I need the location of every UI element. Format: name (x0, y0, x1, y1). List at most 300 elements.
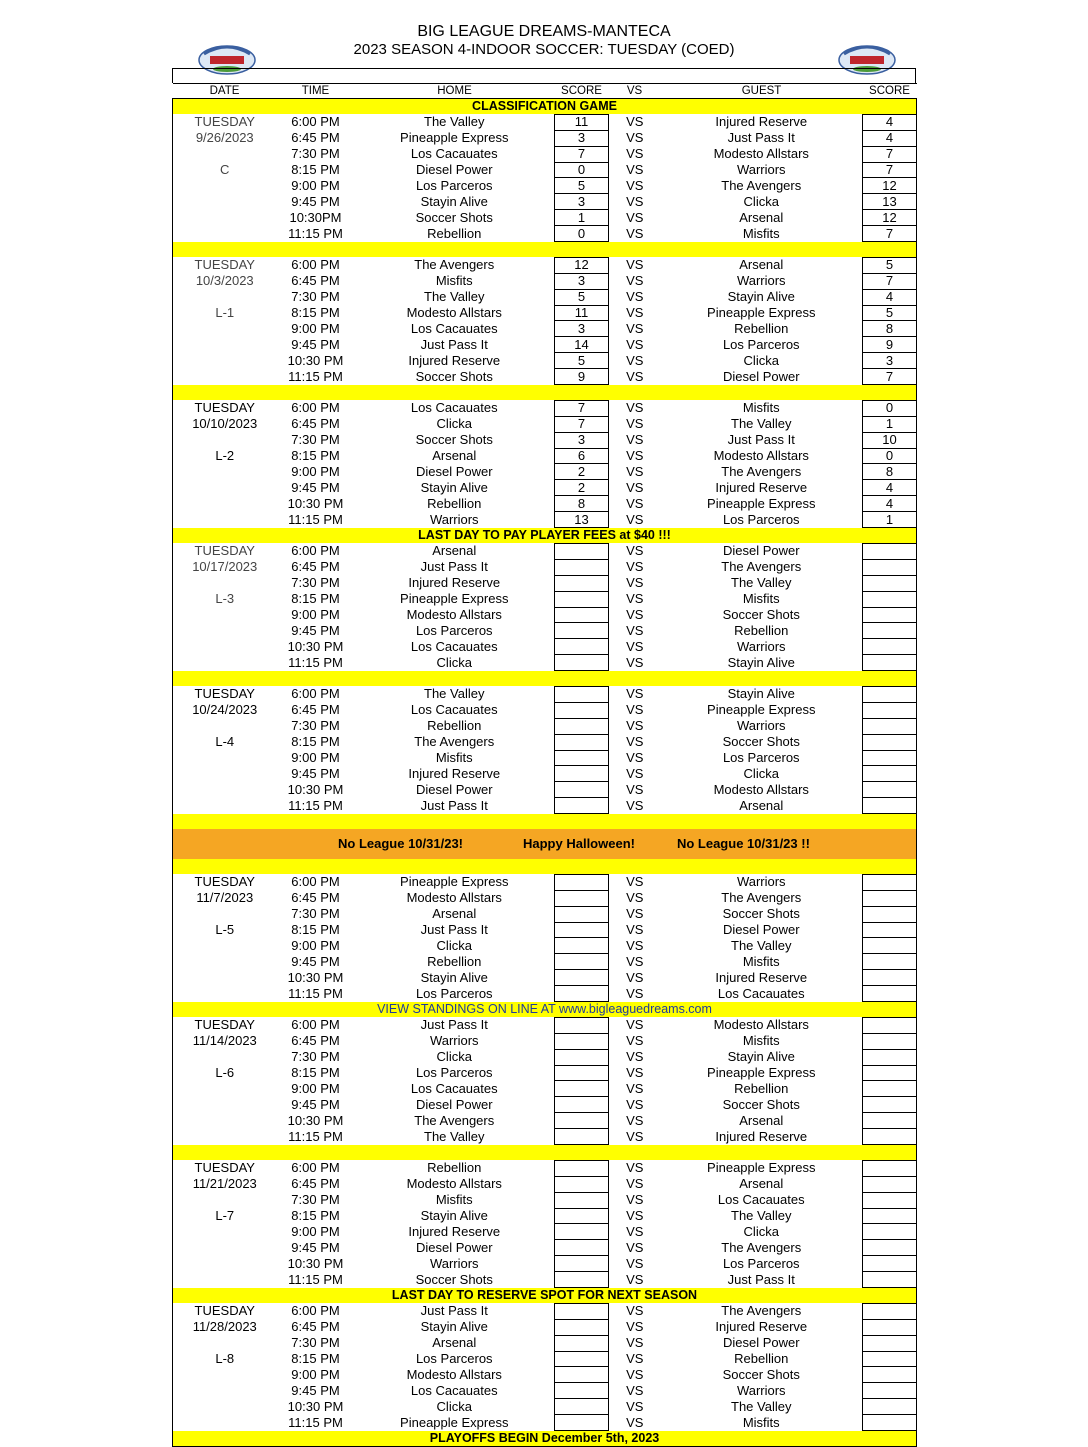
date-cell (173, 1367, 277, 1383)
date-cell (173, 986, 277, 1002)
home-score (555, 1383, 609, 1399)
game-row (173, 1160, 917, 1176)
time-cell: 9:45 PM (291, 479, 340, 495)
vs-label: VS (626, 654, 644, 670)
date-cell (173, 353, 277, 369)
date-cell: L-1 (173, 305, 277, 321)
guest-team: Rebellion (734, 1080, 789, 1096)
home-team: Stayin Alive (420, 193, 488, 209)
guest-team: Rebellion (734, 320, 789, 336)
date-cell (173, 1256, 277, 1272)
guest-team: Modesto Allstars (713, 1017, 809, 1033)
home-score (555, 1240, 609, 1256)
home-score (555, 1033, 609, 1049)
game-row (173, 1319, 917, 1335)
game-row (173, 623, 917, 639)
time-cell: 9:45 PM (291, 622, 340, 638)
vs-label: VS (626, 1255, 644, 1271)
home-score (555, 938, 609, 954)
time-cell: 6:45 PM (291, 416, 340, 432)
home-score: 5 (555, 289, 609, 305)
time-cell: 7:30 PM (291, 432, 340, 448)
guest-score: 7 (863, 273, 917, 289)
vs-label: VS (626, 1080, 644, 1096)
home-team: Rebellion (427, 495, 482, 511)
date-cell: 9/26/2023 (173, 130, 277, 146)
home-team: Warriors (429, 1033, 479, 1049)
guest-score: 0 (863, 448, 917, 464)
home-team: Modesto Allstars (406, 1366, 502, 1382)
home-score (555, 922, 609, 938)
vs-label: VS (626, 289, 644, 305)
date-cell: TUESDAY (173, 686, 277, 702)
guest-team: Los Cacauates (717, 985, 805, 1001)
home-score (555, 1415, 609, 1431)
home-score: 5 (555, 353, 609, 369)
guest-team: Warriors (736, 874, 786, 890)
guest-score (863, 1240, 917, 1256)
time-cell: 11:15 PM (288, 985, 343, 1001)
guest-score (863, 890, 917, 906)
date-cell: TUESDAY (173, 1303, 277, 1319)
home-team: Modesto Allstars (406, 305, 502, 321)
time-cell: 9:45 PM (291, 765, 340, 781)
home-score: 0 (555, 162, 609, 178)
date-cell (173, 607, 277, 623)
home-team: The Valley (424, 114, 485, 130)
game-row (173, 734, 917, 750)
guest-score (863, 938, 917, 954)
guest-score (863, 1335, 917, 1351)
guest-team: Clicka (743, 352, 779, 368)
guest-score: 7 (863, 146, 917, 162)
home-team: Stayin Alive (420, 479, 488, 495)
vs-label: VS (626, 193, 644, 209)
guest-team: Just Pass It (727, 1271, 795, 1287)
vs-label: VS (626, 1319, 644, 1335)
home-score (555, 1129, 609, 1145)
home-score (555, 543, 609, 559)
home-score (555, 639, 609, 655)
time-cell: 7:30 PM (291, 289, 340, 305)
home-score: 0 (555, 226, 609, 242)
time-cell: 9:00 PM (291, 750, 340, 765)
time-cell: 9:00 PM (291, 1223, 340, 1239)
guest-team: Misfits (742, 225, 780, 241)
game-row (173, 655, 917, 671)
home-score: 9 (555, 369, 609, 385)
home-team: Soccer Shots (415, 368, 493, 384)
vs-label: VS (626, 336, 644, 352)
date-cell: L-2 (173, 448, 277, 464)
home-team: Soccer Shots (415, 209, 493, 225)
game-row (173, 369, 917, 385)
guest-team: Los Parceros (722, 750, 800, 765)
home-score (555, 1256, 609, 1272)
guest-score (863, 591, 917, 607)
time-cell: 6:00 PM (291, 257, 340, 273)
vs-label: VS (626, 305, 644, 321)
home-team: Just Pass It (420, 336, 488, 352)
guest-team: Soccer Shots (722, 734, 800, 750)
week-banner-text (173, 1145, 917, 1161)
guest-score (863, 906, 917, 922)
guest-team: Misfits (742, 400, 780, 416)
date-cell: L-5 (173, 922, 277, 938)
game-row (173, 400, 917, 416)
time-cell: 11:15 PM (288, 511, 343, 527)
week-banner (173, 242, 917, 258)
guest-score (863, 1017, 917, 1033)
game-row (173, 194, 917, 210)
guest-team: Injured Reserve (715, 479, 808, 495)
game-row (173, 1017, 917, 1033)
guest-score (863, 702, 917, 718)
game-row (173, 353, 917, 369)
home-score (555, 986, 609, 1002)
guest-team: Injured Reserve (715, 1319, 808, 1335)
guest-team: Injured Reserve (715, 1128, 808, 1144)
vs-label: VS (626, 797, 644, 813)
week-banner (173, 1145, 917, 1161)
game-row (173, 890, 917, 906)
time-cell: 9:45 PM (291, 953, 340, 969)
home-score (555, 1017, 609, 1033)
vs-label: VS (626, 1033, 644, 1049)
guest-score (863, 1192, 917, 1208)
time-cell: 9:00 PM (291, 177, 340, 193)
guest-score (863, 575, 917, 591)
halloween-notice (173, 829, 917, 859)
time-cell: 6:45 PM (291, 702, 340, 718)
home-team: Diesel Power (415, 781, 493, 797)
home-team: Rebellion (427, 1160, 482, 1176)
time-cell: 6:00 PM (291, 1303, 340, 1319)
time-cell: 8:15 PM (291, 162, 340, 177)
home-team: Warriors (429, 511, 479, 527)
date-cell (173, 226, 277, 242)
guest-score: 10 (863, 432, 917, 448)
home-team: Modesto Allstars (406, 890, 502, 906)
vs-label: VS (626, 718, 644, 734)
game-row (173, 178, 917, 194)
home-team: Soccer Shots (415, 432, 493, 448)
home-score: 1 (555, 210, 609, 226)
vs-label: VS (626, 225, 644, 241)
time-cell: 11:15 PM (288, 1414, 343, 1430)
home-score (555, 1065, 609, 1081)
halloween-right: No League 10/31/23 !! (676, 835, 810, 851)
game-row (173, 480, 917, 496)
page-subtitle: 2023 SEASON 4-INDOOR SOCCER: TUESDAY (COED) (353, 41, 735, 58)
guest-team: Stayin Alive (727, 1049, 795, 1065)
time-cell: 9:45 PM (291, 1096, 340, 1112)
date-cell: TUESDAY (173, 400, 277, 416)
time-cell: 6:45 PM (291, 1033, 340, 1049)
guest-score (863, 1065, 917, 1081)
guest-team: Stayin Alive (727, 686, 795, 702)
date-cell (173, 623, 277, 639)
time-cell: 9:00 PM (291, 937, 340, 953)
date-cell: 10/3/2023 (173, 273, 277, 289)
home-score: 3 (555, 194, 609, 210)
guest-team: Stayin Alive (727, 289, 795, 305)
column-header: HOME (355, 84, 555, 99)
home-score (555, 1303, 609, 1319)
guest-score (863, 1415, 917, 1431)
home-score: 5 (555, 178, 609, 194)
time-cell: 8:15 PM (291, 305, 340, 321)
time-cell: 8:15 PM (291, 591, 340, 607)
game-row (173, 1351, 917, 1367)
home-score (555, 1113, 609, 1129)
date-cell: TUESDAY (173, 874, 277, 890)
date-cell: 11/21/2023 (173, 1176, 277, 1192)
date-cell: L-7 (173, 1208, 277, 1224)
vs-label: VS (626, 320, 644, 336)
time-cell: 10:30 PM (287, 638, 344, 654)
vs-label: VS (626, 686, 644, 702)
game-row (173, 954, 917, 970)
week-banner-text: LAST DAY TO RESERVE SPOT FOR NEXT SEASON (173, 1288, 917, 1304)
date-cell (173, 718, 277, 734)
column-header: SCORE (555, 84, 609, 99)
guest-score (863, 766, 917, 782)
guest-score: 12 (863, 178, 917, 194)
vs-label: VS (626, 1382, 644, 1398)
game-row (173, 1272, 917, 1288)
guest-score (863, 1097, 917, 1113)
date-cell: TUESDAY (173, 543, 277, 559)
guest-team: Misfits (742, 1033, 780, 1049)
home-team: Pineapple Express (400, 130, 509, 146)
vs-label: VS (626, 162, 644, 177)
vs-label: VS (626, 1208, 644, 1223)
guest-team: Pineapple Express (707, 1160, 816, 1176)
game-row (173, 986, 917, 1002)
vs-label: VS (626, 591, 644, 607)
time-cell: 8:15 PM (291, 1208, 340, 1223)
time-cell: 9:45 PM (291, 193, 340, 209)
home-team: Modesto Allstars (406, 1176, 502, 1192)
date-cell (173, 178, 277, 194)
guest-score (863, 1113, 917, 1129)
guest-team: The Valley (731, 1398, 792, 1414)
home-score (555, 1081, 609, 1097)
date-cell (173, 798, 277, 814)
home-team: The Valley (424, 289, 485, 305)
home-team: Los Parceros (415, 1065, 493, 1080)
vs-label: VS (626, 352, 644, 368)
time-cell: 10:30 PM (287, 352, 344, 368)
home-team: Misfits (435, 1192, 473, 1208)
guest-score: 4 (863, 130, 917, 146)
date-cell (173, 1399, 277, 1415)
week-banner (173, 99, 917, 115)
time-cell: 9:00 PM (291, 463, 340, 479)
vs-label: VS (626, 1192, 644, 1208)
guest-team: Pineapple Express (707, 495, 816, 511)
guest-team: Warriors (736, 638, 786, 654)
time-cell: 7:30 PM (291, 1192, 340, 1208)
home-score (555, 1176, 609, 1192)
date-cell (173, 480, 277, 496)
guest-team: Pineapple Express (707, 702, 816, 718)
game-row (173, 798, 917, 814)
week-banner-text (173, 671, 917, 687)
vs-label: VS (626, 765, 644, 781)
week-banner-text (173, 859, 917, 874)
guest-score: 1 (863, 512, 917, 528)
vs-label: VS (626, 1398, 644, 1414)
home-team: Stayin Alive (420, 1319, 488, 1335)
date-cell: L-6 (173, 1065, 277, 1081)
home-team: Diesel Power (415, 463, 493, 479)
vs-label: VS (626, 750, 644, 765)
guest-score (863, 1383, 917, 1399)
home-team: Los Cacauates (410, 1080, 498, 1096)
vs-label: VS (626, 1049, 644, 1065)
date-cell: 11/7/2023 (173, 890, 277, 906)
vs-label: VS (626, 1303, 644, 1319)
time-cell: 10:30 PM (287, 1398, 344, 1414)
guest-team: Soccer Shots (722, 906, 800, 922)
time-cell: 11:15 PM (288, 1128, 343, 1144)
home-team: Just Pass It (420, 1303, 488, 1319)
playoffs-banner: PLAYOFFS BEGIN December 5th, 2023 (173, 1431, 917, 1447)
guest-score (863, 954, 917, 970)
home-score (555, 718, 609, 734)
home-team: Stayin Alive (420, 1208, 488, 1223)
home-team: The Avengers (414, 257, 495, 273)
time-cell: 10:30 PM (287, 1112, 344, 1128)
week-banner (173, 1288, 917, 1304)
vs-label: VS (626, 906, 644, 922)
home-team: Rebellion (427, 225, 482, 241)
guest-score (863, 970, 917, 986)
game-row (173, 874, 917, 890)
guest-team: Injured Reserve (715, 969, 808, 985)
game-row (173, 146, 917, 162)
home-team: Diesel Power (415, 162, 493, 177)
date-cell (173, 194, 277, 210)
footer-row (173, 1431, 917, 1447)
guest-score: 7 (863, 369, 917, 385)
date-cell: C (173, 162, 277, 178)
time-cell: 9:45 PM (291, 336, 340, 352)
guest-score: 4 (863, 496, 917, 512)
date-cell (173, 782, 277, 798)
guest-score: 5 (863, 305, 917, 321)
guest-team: Diesel Power (722, 922, 800, 937)
week-banner-text (173, 242, 917, 258)
game-row (173, 1335, 917, 1351)
guest-score: 9 (863, 337, 917, 353)
game-row (173, 210, 917, 226)
guest-score (863, 986, 917, 1002)
game-row (173, 718, 917, 734)
game-row (173, 766, 917, 782)
guest-team: The Avengers (721, 559, 802, 575)
date-cell: 10/17/2023 (173, 559, 277, 575)
guest-team: The Avengers (721, 1239, 802, 1255)
date-cell (173, 1113, 277, 1129)
schedule-table (172, 83, 917, 1447)
halloween-center: Happy Halloween! (523, 835, 635, 851)
time-cell: 6:45 PM (291, 1176, 340, 1192)
date-cell (173, 639, 277, 655)
vs-label: VS (626, 1096, 644, 1112)
game-row (173, 432, 917, 448)
vs-label: VS (626, 1335, 644, 1351)
home-team: Diesel Power (415, 1239, 493, 1255)
guest-team: Soccer Shots (722, 1366, 800, 1382)
time-cell: 6:00 PM (291, 400, 340, 416)
date-cell (173, 655, 277, 671)
page-title: BIG LEAGUE DREAMS-MANTECA (417, 23, 671, 40)
vs-label: VS (626, 1176, 644, 1192)
home-team: Arsenal (432, 906, 477, 922)
date-cell (173, 146, 277, 162)
guest-team: Just Pass It (727, 130, 795, 146)
game-row (173, 575, 917, 591)
vs-label: VS (626, 432, 644, 448)
guest-team: Warriors (736, 1382, 786, 1398)
guest-score (863, 874, 917, 890)
date-cell (173, 1129, 277, 1145)
home-score (555, 954, 609, 970)
week-banner (173, 528, 917, 544)
guest-score (863, 623, 917, 639)
home-score: 14 (555, 337, 609, 353)
guest-team: Arsenal (739, 257, 784, 273)
column-header-row (173, 84, 917, 99)
time-cell: 8:15 PM (291, 1065, 340, 1080)
vs-label: VS (626, 781, 644, 797)
game-row (173, 1224, 917, 1240)
guest-team: Rebellion (734, 1351, 789, 1367)
game-row (173, 1208, 917, 1224)
guest-score: 7 (863, 226, 917, 242)
game-row (173, 337, 917, 353)
game-row (173, 922, 917, 938)
guest-team: Arsenal (739, 1176, 784, 1192)
home-score: 3 (555, 130, 609, 146)
time-cell: 9:45 PM (291, 1382, 340, 1398)
guest-score (863, 686, 917, 702)
vs-label: VS (626, 734, 644, 750)
guest-team: Soccer Shots (722, 607, 800, 622)
date-cell: 10/24/2023 (173, 702, 277, 718)
game-row (173, 305, 917, 321)
home-score (555, 1208, 609, 1224)
vs-label: VS (626, 130, 644, 146)
guest-score (863, 782, 917, 798)
vs-label: VS (626, 985, 644, 1001)
home-score: 2 (555, 464, 609, 480)
column-header: DATE (173, 84, 277, 99)
time-cell: 10:30 PM (287, 781, 344, 797)
home-score (555, 750, 609, 766)
vs-label: VS (626, 890, 644, 906)
time-cell: 6:45 PM (291, 559, 340, 575)
guest-score (863, 1256, 917, 1272)
home-team: Los Cacauates (410, 320, 498, 336)
time-cell: 7:30 PM (291, 1335, 340, 1351)
game-row (173, 906, 917, 922)
time-cell: 6:00 PM (291, 686, 340, 702)
home-team: Los Cacauates (410, 146, 498, 162)
